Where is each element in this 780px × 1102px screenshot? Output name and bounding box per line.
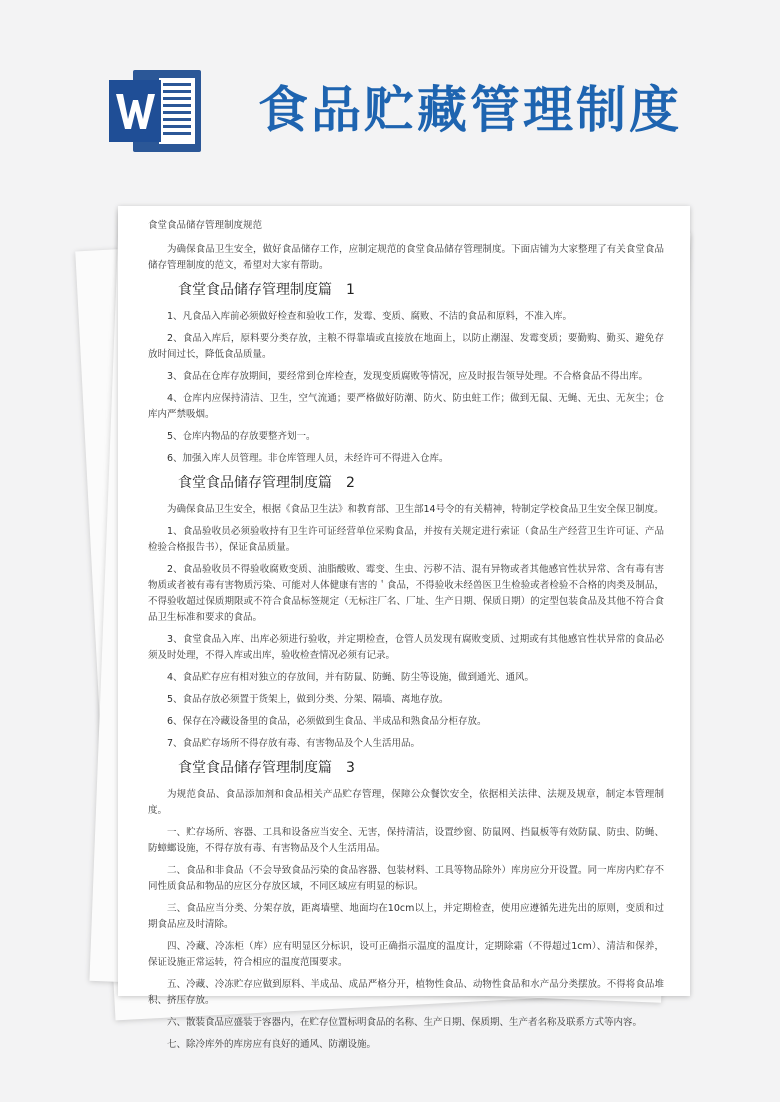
- document-title: 食堂食品储存管理制度规范: [148, 220, 263, 231]
- section-heading: [178, 473, 664, 493]
- page-title: 食品贮藏管理制度: [258, 80, 682, 139]
- paragraph: 4、食品贮存应有相对独立的存放间，并有防鼠、防蝇、防尘等设施，做到通光、通风。: [167, 672, 535, 683]
- section-3: [148, 758, 664, 1053]
- paragraph: 1、凡食品入库前必须做好检查和验收工作，发霉、变质、腐败、不洁的食品和原料，不准入库。: [167, 311, 573, 322]
- section-2: [148, 473, 664, 752]
- paragraph: 三、食品应当分类、分架存放，距离墙壁、地面均在10cm以上，并定期检查，使用应遵循先进先出的原则，变质和过期食品应及时清除。: [148, 903, 664, 930]
- section-number: 1: [346, 282, 355, 298]
- paragraph: 一、贮存场所、容器、工具和设备应当安全、无害，保持清洁，设置纱窗、防鼠网、挡鼠板等有效防鼠、防虫、防蝇、防蟑螂设施，不得存放有毒、有害物品及个人生活用品。: [148, 827, 664, 854]
- section-heading-text: 食堂食品储存管理制度篇: [178, 760, 332, 776]
- paragraph: 6、加强入库人员管理。非仓库管理人员，未经许可不得进入仓库。: [167, 453, 449, 464]
- paragraph: 四、冷藏、冷冻柜（库）应有明显区分标识，设可正确指示温度的温度计，定期除霜（不得超过1cm）、清洁和保养，保证设施正常运转，符合相应的温度范围要求。: [148, 941, 664, 968]
- paragraph: 5、仓库内物品的存放要整齐划一。: [167, 431, 316, 442]
- paragraph: 2、食品入库后，原料要分类存放，主粮不得靠墙或直接放在地面上，以防止潮湿、发霉变质；要勤购、勤买、避免存放时间过长，降低食品质量。: [148, 333, 664, 360]
- section-1: [148, 280, 664, 467]
- paragraph: 2、食品验收员不得验收腐败变质、油脂酸败、霉变、生虫、污秽不洁、混有异物或者其他感官性状异常、含有毒有害物质或者被有毒有害物质污染、可能对人体健康有害的＇食品，不得验收未经兽医卫生检验或者检验不合格的肉类及制品，不得验收超过保质期限或不符合食品标签规定（无标注厂名、厂址、生产日期、保质日期）的定型包装食品及其他不符合食品卫生标准和要求的食品。: [148, 564, 664, 623]
- document-page: [118, 206, 690, 1050]
- paragraph: 七、除冷库外的库房应有良好的通风、防潮设施。: [167, 1039, 377, 1050]
- paragraph: 六、散装食品应盛装于容器内，在贮存位置标明食品的名称、生产日期、保质期、生产者名称及联系方式等内容。: [167, 1017, 643, 1028]
- section-heading: [178, 758, 664, 778]
- paragraph: 1、食品验收员必须验收持有卫生许可证经营单位采购食品，并按有关规定进行索证（食品生产经营卫生许可证、产品检验合格报告书），保证食品质量。: [148, 526, 664, 553]
- section-number: 3: [346, 760, 355, 776]
- paragraph: 7、食品贮存场所不得存放有毒、有害物品及个人生活用品。: [167, 738, 421, 749]
- paragraph: 五、冷藏、冷冻贮存应做到原料、半成品、成品严格分开，植物性食品、动物性食品和水产品分类摆放。不得将食品堆积、挤压存放。: [148, 979, 664, 1006]
- section-number: 2: [346, 475, 355, 491]
- section-heading: [178, 280, 664, 300]
- paragraph: 3、食品在仓库存放期间，要经常到仓库检查，发现变质腐败等情况，应及时报告领导处理。不合格食品不得出库。: [167, 371, 649, 382]
- document-intro: 为确保食品卫生安全，做好食品储存工作，应制定规范的食堂食品储存管理制度。下面店铺为大家整理了有关食堂食品储存管理制度的范文，希望对大家有帮助。: [148, 244, 664, 271]
- paragraph: 为规范食品、食品添加剂和食品相关产品贮存管理，保障公众餐饮安全，依据相关法律、法规及规章，制定本管理制度。: [148, 789, 664, 816]
- paragraph: 6、保存在冷藏设备里的食品，必须做到生食品、半成品和熟食品分柜存放。: [167, 716, 487, 727]
- paragraph: 为确保食品卫生安全，根据《食品卫生法》和教育部、卫生部14号令的有关精神，特制定学校食品卫生安全保卫制度。: [167, 504, 664, 515]
- paragraph: 二、食品和非食品（不会导致食品污染的食品容器、包装材料、工具等物品除外）库房应分开设置。同一库房内贮存不同性质食品和物品的应区分存放区域，不同区域应有明显的标识。: [148, 865, 664, 892]
- section-heading-text: 食堂食品储存管理制度篇: [178, 282, 332, 298]
- paragraph: 5、食品存放必须置于货架上，做到分类、分架、隔墙、离地存放。: [167, 694, 449, 705]
- paragraph: 3、食堂食品入库、出库必须进行验收，并定期检查，仓管人员发现有腐败变质、过期或有其他感官性状异常的食品必须及时处理，不得入库或出库，验收检查情况必须有记录。: [148, 634, 664, 661]
- banner: [0, 0, 780, 200]
- section-heading-text: 食堂食品储存管理制度篇: [178, 475, 332, 491]
- word-document-icon: [107, 66, 205, 156]
- paragraph: 4、仓库内应保持清洁、卫生，空气流通；要严格做好防潮、防火、防虫蛀工作；做到无鼠、无蝇、无虫、无灰尘；仓库内严禁吸烟。: [148, 393, 664, 420]
